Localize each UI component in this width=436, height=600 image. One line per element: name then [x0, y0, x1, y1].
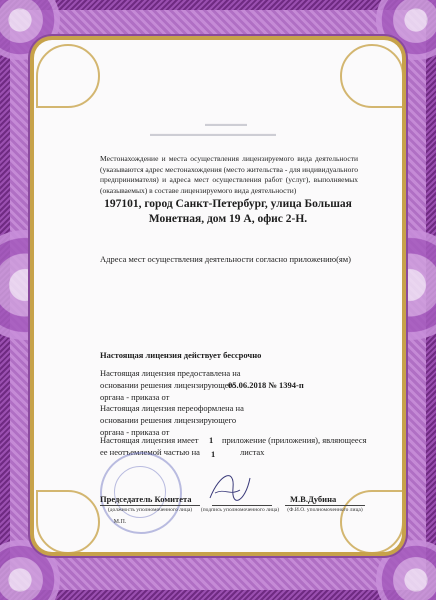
gold-ornament-bottom-left	[36, 490, 100, 554]
appendix-sheets: 1	[211, 449, 216, 459]
signature-line	[285, 505, 365, 506]
appendix-suffix: приложение (приложения), являющееся	[222, 435, 367, 445]
ghost-text: ▬▬▬▬▬▬	[205, 120, 247, 128]
granted-order: 05.06.2018 № 1394-п	[228, 380, 304, 390]
signature	[205, 468, 255, 508]
signature-line	[212, 505, 272, 506]
gold-ornament-bottom-right	[340, 490, 404, 554]
gold-ornament-top-left	[36, 44, 100, 108]
stamp-mark: М.П.	[113, 519, 127, 525]
reissued-text: Настоящая лицензия переоформлена на основании решения лицензирующего органа - приказа от	[100, 403, 244, 437]
appendix-text: Настоящая лицензия имеет	[100, 435, 199, 445]
location-caption: Местонахождение и места осуществления лицензируемого вида деятельности (указываются адрес местонахождения (место жительства - для индивидуального предпринимателя) и адреса мест осуществления работ (услуг), выполняемых (оказываемых) в составе лицензируемого вида деятельности)	[100, 154, 358, 195]
signer-title: Председатель Комитета	[100, 494, 192, 504]
caption-signature: (подпись уполномоченного лица)	[200, 507, 280, 513]
appendix-count: 1	[209, 435, 214, 445]
signer-name: М.В.Дубина	[290, 494, 337, 504]
appendix-sheets-suffix: листах	[240, 447, 265, 457]
caption-position: (должность уполномоченного лица)	[107, 507, 193, 513]
caption-fio: (Ф.И.О. уполномоченного лица)	[287, 507, 363, 513]
appendix-text-2: ее неотъемлемой частью на	[100, 447, 200, 457]
addresses-note: Адреса мест осуществления деятельности согласно приложению(ям)	[100, 254, 352, 264]
gold-ornament-top-right	[340, 44, 404, 108]
ghost-text: ▬▬▬▬▬▬▬▬▬▬▬▬▬▬▬▬▬▬	[150, 130, 276, 138]
validity-statement: Настоящая лицензия действует бессрочно	[100, 350, 262, 360]
granted-text: Настоящая лицензия предоставлена на основании решения лицензирующего органа - приказа от	[100, 368, 241, 402]
address: 197101, город Санкт-Петербург, улица Большая Монетная, дом 19 А, офис 2-Н.	[104, 198, 352, 225]
signature-line	[100, 505, 200, 506]
